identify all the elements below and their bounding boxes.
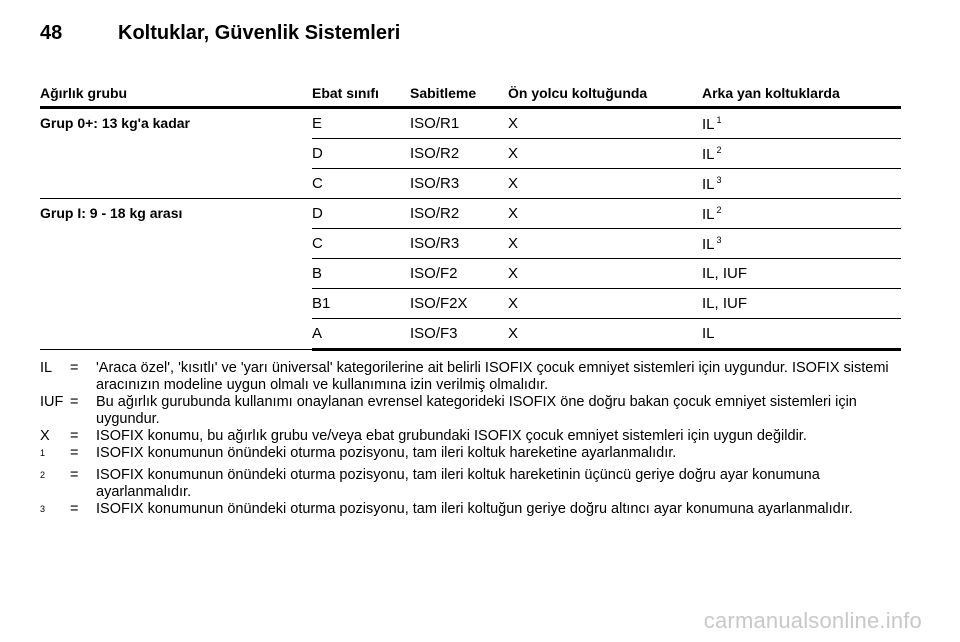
fixture-cell: ISO/R1 [410,108,508,139]
table-row [40,108,901,139]
size-class-cell: B [312,259,410,289]
rear-seat-cell [702,169,901,199]
size-class-cell: D [312,139,410,169]
note-equals: = [70,467,79,483]
note-text: 'Araca özel', 'kısıtlı' ve 'yarı üniversal' kategorilerine ait belirli ISOFIX çocuk emniyet sistemleri için uygundur. ISOFIX sistemi aracınızın modeline uygun olmalı ve kullanımına izin verilmiş olmalıdır. [96,360,889,393]
size-class-cell: C [312,169,410,199]
table-body [40,108,901,350]
page-header [40,22,400,45]
legend-note [40,394,902,428]
page-number: 48 [40,22,63,44]
front-seat-cell: X [508,229,702,259]
fixture-cell: ISO/F3 [410,319,508,350]
footnote-ref: 3 [716,174,722,185]
fixture-cell: ISO/R3 [410,169,508,199]
size-class-cell: E [312,108,410,139]
footnote-ref: 2 [716,144,722,155]
rear-seat-cell [702,319,901,350]
legend-note [40,428,902,445]
isofix-table [40,82,901,351]
rear-seat-cell [702,259,901,289]
note-key [40,445,70,467]
legend-note [40,467,902,501]
legend-note [40,445,902,467]
note-text: ISOFIX konumu, bu ağırlık grubu ve/veya ebat grubundaki ISOFIX çocuk emniyet sistemleri için uygun değildir. [96,428,807,444]
note-equals: = [70,445,79,461]
rear-seat-cell [702,229,901,259]
table-header-row [40,82,901,108]
footnote-ref: 2 [716,204,722,215]
header-fixture: Sabitleme [410,82,508,108]
note-footnote-number: 1 [40,448,46,458]
rear-seat-value: IL [702,175,715,193]
table-row [40,199,901,229]
note-equals: = [70,428,79,444]
note-key: IL [40,360,53,376]
note-equals: = [70,501,79,517]
rear-seat-value: IL [702,145,715,163]
header-rear-seats: Arka yan koltuklarda [702,82,901,108]
note-footnote-number: 2 [40,470,46,480]
front-seat-cell: X [508,259,702,289]
note-equals: = [70,394,79,410]
legend-note [40,501,902,523]
note-text: ISOFIX konumunun önündeki oturma pozisyonu, tam ileri koltuğun geriye doğru altıncı ayar konumuna ayarlanmalıdır. [96,501,853,517]
note-text: ISOFIX konumunun önündeki oturma pozisyonu, tam ileri koltuk hareketinin üçüncü geriye doğru ayar konumuna ayarlanmalıdır. [96,467,820,500]
fixture-cell: ISO/R2 [410,199,508,229]
rear-seat-cell [702,289,901,319]
fixture-cell: ISO/R2 [410,139,508,169]
size-class-cell: B1 [312,289,410,319]
header-size-class: Ebat sınıfı [312,82,410,108]
weight-group-label: Grup 0+: 13 kg'a kadar [40,108,312,199]
rear-seat-cell [702,139,901,169]
rear-seat-cell [702,108,901,139]
rear-seat-value: IL [702,115,715,133]
rear-seat-value: IL [702,205,715,223]
note-footnote-number: 3 [40,504,46,514]
header-weight-group: Ağırlık grubu [40,82,312,108]
size-class-cell: C [312,229,410,259]
fixture-cell: ISO/F2 [410,259,508,289]
watermark: carmanualsonline.info [703,608,922,633]
weight-group-label: Grup I: 9 - 18 kg arası [40,199,312,350]
rear-seat-value: IL, IUF [702,265,748,282]
legend-notes [40,360,902,523]
size-class-cell: D [312,199,410,229]
legend-note [40,360,902,394]
fixture-cell: ISO/R3 [410,229,508,259]
note-key: IUF [40,394,64,410]
size-class-cell: A [312,319,410,350]
fixture-cell: ISO/F2X [410,289,508,319]
footnote-ref: 1 [716,114,722,125]
page-title: Koltuklar, Güvenlik Sistemleri [118,22,401,44]
rear-seat-value: IL [702,325,715,342]
note-equals: = [70,360,79,376]
note-key [40,501,70,523]
note-text: Bu ağırlık gurubunda kullanımı onaylanan evrensel kategorideki ISOFIX öne doğru bakan çocuk emniyet sistemleri için uygundur. [96,394,857,427]
note-key: X [40,428,50,444]
front-seat-cell: X [508,289,702,319]
header-front-seat: Ön yolcu koltuğunda [508,82,702,108]
footnote-ref: 3 [716,234,722,245]
front-seat-cell: X [508,139,702,169]
rear-seat-value: IL, IUF [702,295,748,312]
note-key [40,467,70,501]
front-seat-cell: X [508,319,702,350]
front-seat-cell: X [508,169,702,199]
front-seat-cell: X [508,108,702,139]
rear-seat-value: IL [702,235,715,253]
front-seat-cell: X [508,199,702,229]
note-text: ISOFIX konumunun önündeki oturma pozisyonu, tam ileri koltuk hareketine ayarlanmalıdır. [96,445,677,461]
rear-seat-cell [702,199,901,229]
